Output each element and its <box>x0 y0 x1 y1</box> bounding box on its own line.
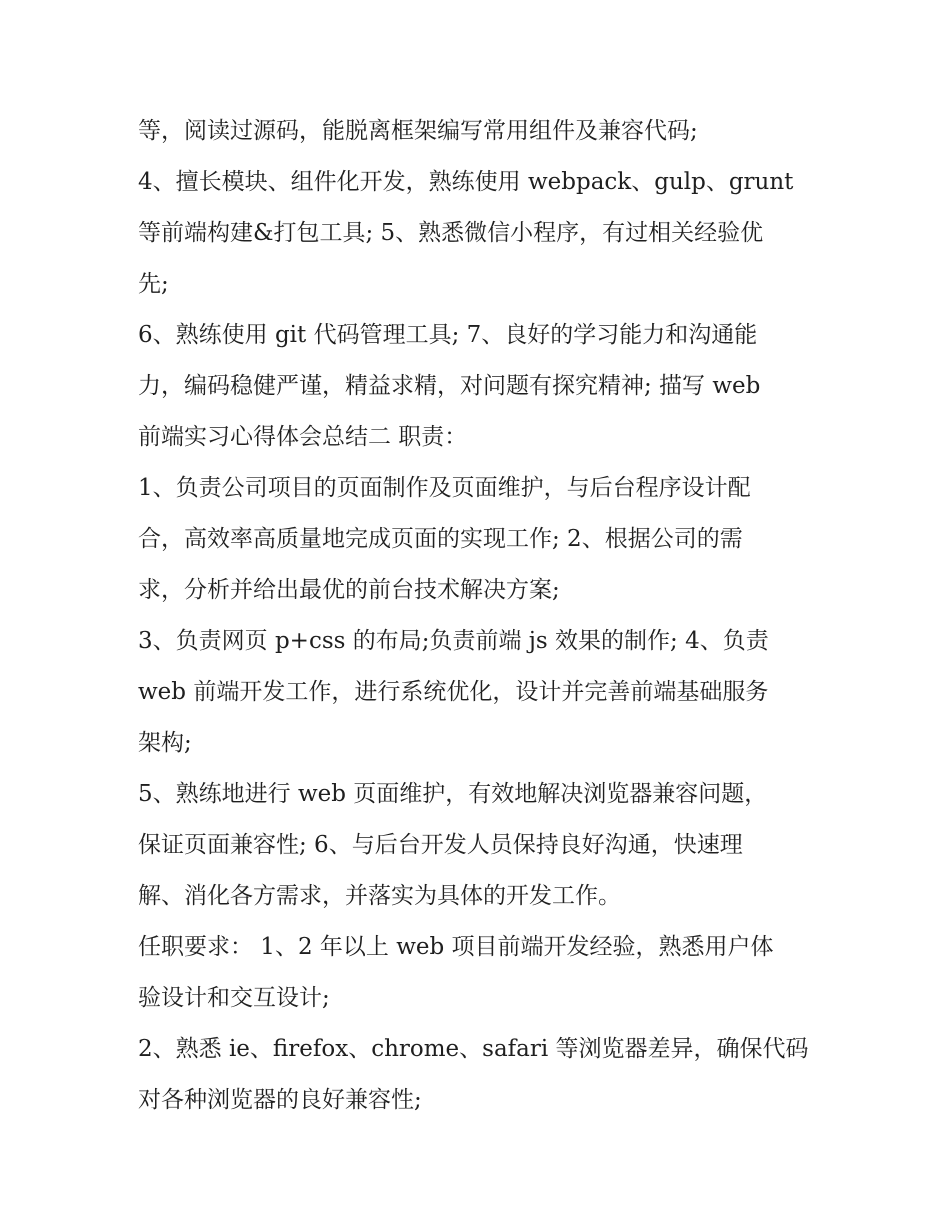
text-line: 求，分析并给出最优的前台技术解决方案; <box>138 577 560 603</box>
text-line: 等前端构建&打包工具; 5、熟悉微信小程序，有过相关经验优 <box>138 220 764 246</box>
text-line: 任职要求： 1、2 年以上 web 项目前端开发经验，熟悉用户体 <box>138 934 774 960</box>
text-line: 1、负责公司项目的页面制作及页面维护，与后台程序设计配 <box>138 475 751 501</box>
text-line: 对各种浏览器的良好兼容性; <box>138 1087 422 1113</box>
text-line: 验设计和交互设计; <box>138 985 330 1011</box>
text-line: 4、擅长模块、组件化开发，熟练使用 webpack、gulp、grunt <box>138 169 794 195</box>
text-line: 先; <box>138 271 169 297</box>
text-line: 6、熟练使用 git 代码管理工具; 7、良好的学习能力和沟通能 <box>138 322 758 348</box>
text-line: 力，编码稳健严谨，精益求精，对问题有探究精神; 描写 web <box>138 373 761 399</box>
text-line: 保证页面兼容性; 6、与后台开发人员保持良好沟通，快速理 <box>138 832 743 858</box>
text-line: 5、熟练地进行 web 页面维护，有效地解决浏览器兼容问题， <box>138 781 768 807</box>
text-line: 等，阅读过源码，能脱离框架编写常用组件及兼容代码; <box>138 118 698 144</box>
text-line: 架构; <box>138 730 192 756</box>
text-line: 3、负责网页 p+css 的布局;负责前端 js 效果的制作; 4、负责 <box>138 628 769 654</box>
document-body <box>138 106 818 1126</box>
text-line: 合，高效率高质量地完成页面的实现工作; 2、根据公司的需 <box>138 526 743 552</box>
text-line: 2、熟悉 ie、firefox、chrome、safari 等浏览器差异，确保代码 <box>138 1036 809 1062</box>
text-line: web 前端开发工作，进行系统优化，设计并完善前端基础服务 <box>138 679 769 705</box>
text-line: 解、消化各方需求，并落实为具体的开发工作。 <box>138 883 621 909</box>
text-line: 前端实习心得体会总结二 职责： <box>138 424 468 450</box>
